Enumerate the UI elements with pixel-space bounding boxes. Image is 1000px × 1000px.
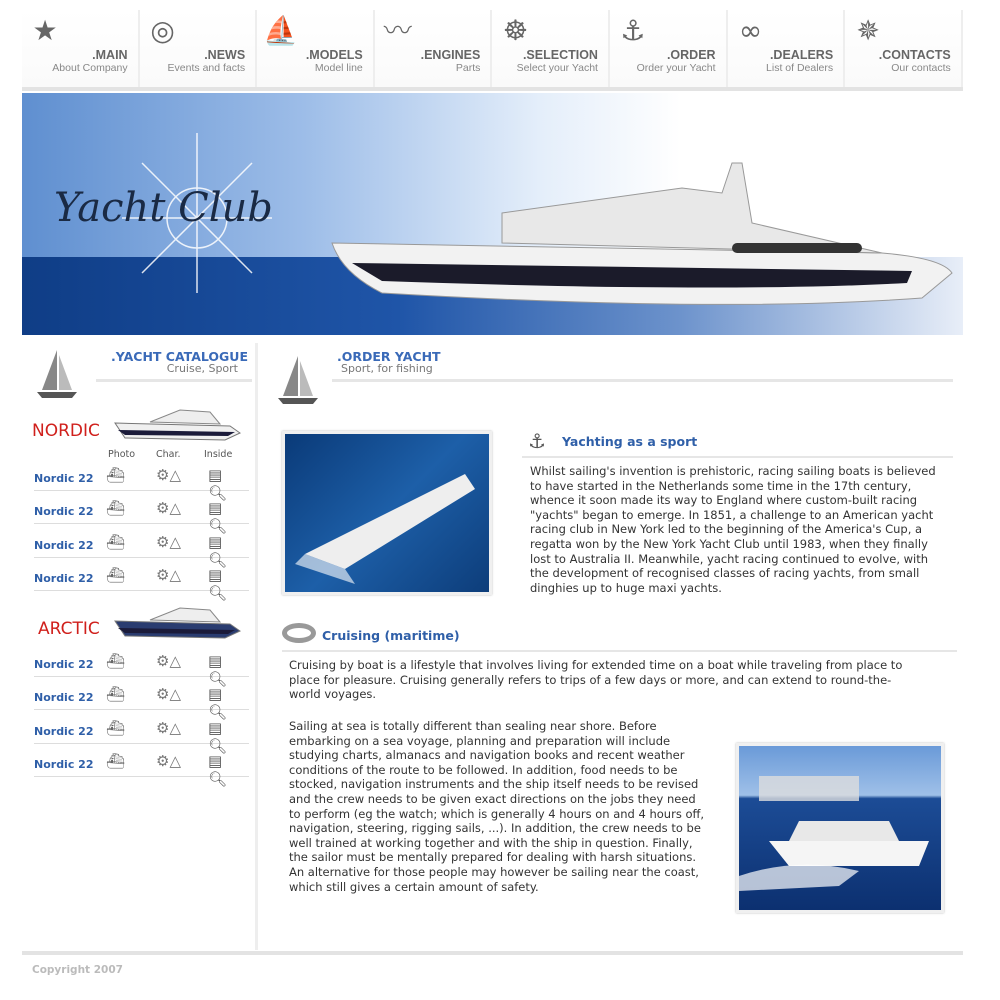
cruising-heading: Cruising (maritime) xyxy=(322,628,460,643)
photo-boat-icon[interactable]: ⛴ xyxy=(106,685,126,704)
site-logo: Yacht Club xyxy=(54,185,273,231)
nav-title: .SELECTION xyxy=(522,48,598,62)
inside-search-icon[interactable]: ▤🔍︎ xyxy=(208,532,228,569)
nav-divider xyxy=(22,87,963,91)
catalogue-row xyxy=(34,458,249,502)
nav-title: .MODELS xyxy=(305,48,363,62)
sailboat-compass-icon xyxy=(268,351,333,411)
lifebuoy-icon: ◎ xyxy=(150,14,175,47)
nav-title: .CONTACTS xyxy=(878,48,951,62)
banner xyxy=(22,93,963,335)
inside-search-icon[interactable]: ▤🔍︎ xyxy=(208,685,228,722)
nav-item-contacts[interactable] xyxy=(845,10,963,88)
brand-yacht-image xyxy=(110,596,245,641)
seagull-icon: 〰 xyxy=(383,14,412,47)
characteristics-gear-icon[interactable]: ⚙△ xyxy=(156,499,181,518)
nav-title: .ORDER xyxy=(666,48,716,62)
cruising-text-1: Cruising by boat is a lifestyle that involves living for extended time on a boat while traveling from place to place for pleasure. Cruising generally refers to trips of a few days or more, and can extend to round-the-world voyages. xyxy=(289,658,903,702)
column-header-inside: Inside xyxy=(204,449,233,460)
brand-arctic: ARCTIC xyxy=(38,619,100,639)
sidebar-catalogue xyxy=(22,343,258,950)
nav-subtitle: Events and facts xyxy=(167,62,246,74)
copyright: Copyright 2007 xyxy=(32,964,123,976)
sailboat-icon: ⛵ xyxy=(263,14,299,47)
inside-search-icon[interactable]: ▤🔍︎ xyxy=(208,499,228,536)
nav-title: .MAIN xyxy=(92,48,128,62)
cruising-text-2: Sailing at sea is totally different than sealing near shore. Before embarking on a sea voyage, planning and preparation will include studying charts, almanacs and navigation books and recent weather conditions of the route to be followed. In addition, food needs to be stocked, navigation instruments and the ship itself needs to be revised and the crew needs to be given exact directions on the jobs they need to perform (eg the watch; which is generally 4 hours on and 4 hours off, navigation, steering, rigging sails, ...). In addition, the crew needs to be well trained at working together and with the ship in question. Finally, the sailor must be mentally prepared for dealing with harsh situations. An alternative for those people may however be sailing near the coast, which still gives a certain amount of safety. xyxy=(289,719,705,894)
catalogue-row xyxy=(34,711,249,755)
nav-title: .DEALERS xyxy=(769,48,834,62)
nav-subtitle: About Company xyxy=(52,62,128,74)
photo-boat-icon[interactable]: ⛴ xyxy=(106,466,126,484)
starfish-icon: ★ xyxy=(32,14,58,47)
main-content xyxy=(262,343,963,950)
photo-boat-icon[interactable]: ⛴ xyxy=(106,718,126,737)
catalogue-row xyxy=(34,491,249,536)
nav-subtitle: List of Dealers xyxy=(766,62,834,74)
order-title: .ORDER YACHT xyxy=(337,349,441,364)
sport-heading: Yachting as a sport xyxy=(562,434,698,449)
divider xyxy=(282,650,957,652)
catalogue-row xyxy=(34,558,249,602)
anchor-icon: ⚓ xyxy=(528,429,546,453)
inside-search-icon[interactable]: ▤🔍︎ xyxy=(208,751,228,788)
column-header-char: Char. xyxy=(156,449,181,460)
nav-item-news[interactable] xyxy=(140,10,258,88)
divider xyxy=(522,456,953,458)
helm-wheel-icon: ☸ xyxy=(502,14,528,47)
photo-boat-icon[interactable]: ⛴ xyxy=(106,751,126,770)
sport-yacht-photo xyxy=(282,431,492,595)
brand-yacht-image xyxy=(110,398,245,443)
photo-boat-icon[interactable]: ⛴ xyxy=(106,532,126,551)
model-link[interactable]: Nordic 22 xyxy=(34,472,94,485)
characteristics-gear-icon[interactable]: ⚙△ xyxy=(156,718,181,737)
nav-subtitle: Our contacts xyxy=(891,62,951,74)
nav-item-dealers[interactable] xyxy=(728,10,846,88)
nav-item-models[interactable] xyxy=(257,10,375,88)
lifebuoy-icon xyxy=(282,623,316,643)
divider xyxy=(96,379,252,382)
nav-subtitle: Select your Yacht xyxy=(516,62,598,74)
characteristics-gear-icon[interactable]: ⚙△ xyxy=(156,532,181,551)
divider xyxy=(332,379,953,382)
catalogue-row xyxy=(34,677,249,722)
catalogue-row xyxy=(34,525,249,569)
inside-search-icon[interactable]: ▤🔍︎ xyxy=(208,565,228,602)
model-link[interactable]: Nordic 22 xyxy=(34,538,94,552)
inside-search-icon[interactable]: ▤🔍︎ xyxy=(208,718,228,755)
nav-item-engines[interactable] xyxy=(375,10,493,88)
yacht-image xyxy=(322,133,962,323)
model-link[interactable]: Nordic 22 xyxy=(34,658,94,671)
nav-subtitle: Order your Yacht xyxy=(636,62,716,74)
photo-boat-icon[interactable]: ⛴ xyxy=(106,499,126,518)
sport-text: Whilst sailing's invention is prehistoric, racing sailing boats is believed to have started in the Netherlands some time in the 17th century, whence it soon made its way to England where custom-built racing "yachts" began to emerge. In 1851, a challenge to an American yacht racing club in New York led to the beginning of the America's Cup, a regatta won by the New York Yacht Club until 1983, when they finally lost to Australia II. Meanwhile, yacht racing continued to evolve, with the development of recognised classes of racing yachts, from small dinghies up to huge maxi yachts. xyxy=(530,464,936,595)
characteristics-gear-icon[interactable]: ⚙△ xyxy=(156,751,181,770)
characteristics-gear-icon[interactable]: ⚙△ xyxy=(156,685,181,704)
model-link[interactable]: Nordic 22 xyxy=(34,571,94,585)
model-link[interactable]: Nordic 22 xyxy=(34,724,94,738)
model-link[interactable]: Nordic 22 xyxy=(34,757,94,771)
anchor-icon: ⚓ xyxy=(620,14,646,47)
model-link[interactable]: Nordic 22 xyxy=(34,691,94,705)
catalogue-row xyxy=(34,744,249,788)
characteristics-gear-icon[interactable]: ⚙△ xyxy=(156,652,181,670)
footer-divider xyxy=(22,951,963,955)
inside-search-icon[interactable]: ▤🔍︎ xyxy=(208,652,228,688)
nav-item-main[interactable] xyxy=(22,10,140,88)
nav-subtitle: Parts xyxy=(455,62,481,74)
nav-title: .NEWS xyxy=(204,48,246,62)
cruising-yacht-photo xyxy=(736,743,944,913)
order-subtitle: Sport, for fishing xyxy=(341,362,433,375)
compass-icon: ✵ xyxy=(856,14,880,47)
characteristics-gear-icon[interactable]: ⚙△ xyxy=(156,466,181,484)
column-header-photo: Photo xyxy=(108,449,136,460)
nav-title: .ENGINES xyxy=(420,48,481,62)
catalogue-subtitle: Cruise, Sport xyxy=(166,362,238,375)
model-link[interactable]: Nordic 22 xyxy=(34,505,94,519)
catalogue-title: .YACHT CATALOGUE xyxy=(111,349,248,364)
sailboat-compass-icon xyxy=(27,345,92,405)
main-nav xyxy=(22,10,963,88)
characteristics-gear-icon[interactable]: ⚙△ xyxy=(156,565,181,584)
photo-boat-icon[interactable]: ⛴ xyxy=(106,565,126,584)
catalogue-row xyxy=(34,644,249,688)
nav-subtitle: Model line xyxy=(314,62,363,74)
nav-item-selection[interactable] xyxy=(492,10,610,88)
nav-item-order[interactable] xyxy=(610,10,728,88)
rope-knot-icon: ∞ xyxy=(738,14,763,47)
photo-boat-icon[interactable]: ⛴ xyxy=(106,652,126,670)
brand-nordic: NORDIC xyxy=(32,421,100,441)
inside-search-icon[interactable]: ▤🔍︎ xyxy=(208,466,228,502)
